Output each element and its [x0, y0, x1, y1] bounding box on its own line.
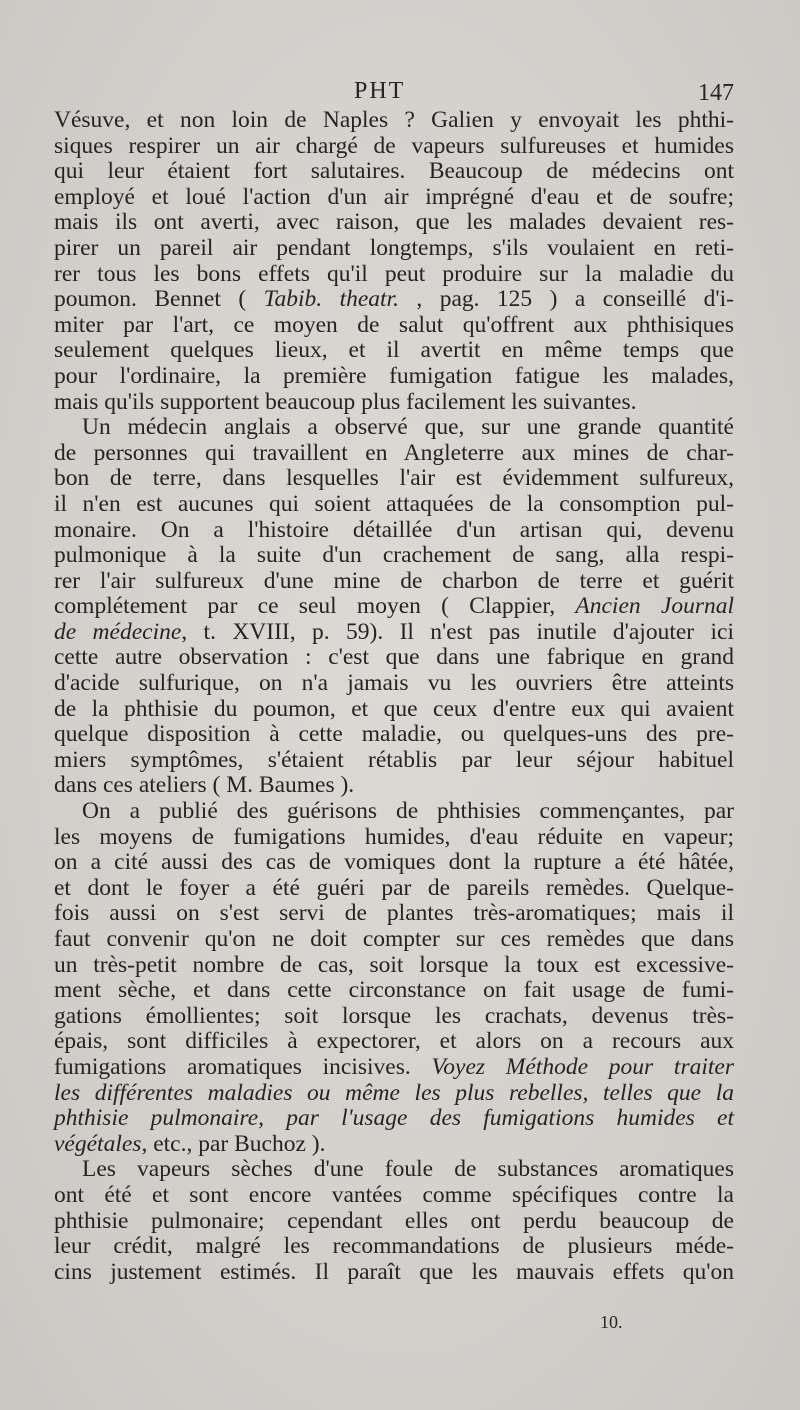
text-line [54, 441, 734, 467]
text-line-content: pirer un pareil air pendant longtemps, s'ils voulaient en reti- [54, 234, 734, 261]
text-line-content: rer l'air sulfureux d'une mine de charbon de terre et guérit [54, 567, 734, 594]
text-line [54, 594, 734, 620]
text-line [54, 978, 734, 1004]
text-line [54, 671, 734, 697]
text-line [54, 1157, 734, 1183]
text-line-content: de la phthisie du poumon, et que ceux d'entre eux qui avaient [54, 695, 734, 722]
text-line-content: quelque disposition à cette maladie, ou quelques-uns des pre- [54, 721, 734, 748]
text-line [54, 518, 734, 544]
body-text [54, 108, 734, 1285]
text-line-italic: les différentes maladies ou même les plus rebelles, telles que la [54, 1079, 734, 1106]
text-line [54, 953, 734, 979]
text-line-content: monaire. On a l'histoire détaillée d'un artisan qui, devenu [54, 516, 734, 543]
text-line-italic: Voyez Méthode pour traiter [431, 1053, 734, 1080]
text-line [54, 722, 734, 748]
text-line-content: bon de terre, dans lesquelles l'air est évidemment sulfureux, [54, 465, 734, 492]
text-line-content: Les vapeurs sèches d'une foule de substances aromatiques [82, 1156, 734, 1183]
text-line-content: il n'en est aucunes qui soient attaquées de la consomption pul- [54, 490, 734, 517]
text-line-roman: , t. XVIII, p. 59). Il n'est pas inutile d'ajouter ici [181, 618, 734, 645]
page-number: 147 [698, 80, 734, 106]
text-line [54, 1029, 734, 1055]
text-line-content: fois aussi on s'est servi de plantes très-aromatiques; mais il [54, 900, 734, 927]
text-line [54, 210, 734, 236]
text-line [54, 620, 734, 646]
text-line-content: cins justement estimés. Il paraît que les mauvais effets qu'on [54, 1258, 734, 1285]
text-line [54, 697, 734, 723]
text-line-roman: , pag. 125 ) a conseillé d'i- [398, 286, 734, 313]
text-line-content: gations émollientes; soit lorsque les crachats, devenus très- [54, 1002, 734, 1029]
text-line-content: cette autre observation : c'est que dans une fabrique en grand [54, 644, 734, 671]
text-line-content: siques respirer un air chargé de vapeurs sulfureuses et humides [54, 132, 734, 159]
text-line-content: leur crédit, malgré les recommandations de plusieurs méde- [54, 1233, 734, 1260]
text-line-content: On a publié des guérisons de phthisies commençantes, par [82, 798, 734, 825]
text-line-content: épais, sont difficiles à expectorer, et alors on a recours aux [54, 1028, 734, 1055]
text-line [54, 927, 734, 953]
text-line [54, 1234, 734, 1260]
text-line-content: phthisie pulmonaire; cependant elles ont perdu beaucoup de [54, 1207, 734, 1234]
text-line [54, 1004, 734, 1030]
text-line [54, 492, 734, 518]
text-line [54, 390, 734, 416]
text-line-content: miter par l'art, ce moyen de salut qu'offrent aux phthisiques [54, 311, 734, 338]
text-line [54, 236, 734, 262]
text-line [54, 1209, 734, 1235]
text-line [54, 185, 734, 211]
text-line-content: pour l'ordinaire, la première fumigation fatigue les malades, [54, 362, 734, 389]
text-line-content: Vésuve, et non loin de Naples ? Galien y envoyait les phthi- [54, 107, 734, 133]
text-line-content: d'acide sulfurique, on n'a jamais vu les ouvriers être atteints [54, 670, 734, 697]
text-line-content: mais qu'ils supportent beaucoup plus facilement les suivantes. [54, 388, 637, 415]
text-line [54, 262, 734, 288]
text-line [54, 876, 734, 902]
text-line-roman: , etc., par Buchoz ). [141, 1130, 326, 1157]
text-line [54, 645, 734, 671]
text-line [54, 748, 734, 774]
text-line [54, 313, 734, 339]
text-line-content: employé et loué l'action d'un air imprégné d'eau et de soufre; [54, 183, 734, 210]
text-line-roman: complétement par ce seul moyen ( Clappier, [54, 593, 576, 620]
text-line [54, 159, 734, 185]
text-line-content: miers symptômes, s'étaient rétablis par leur séjour habituel [54, 746, 734, 773]
text-line-roman: fumigations aromatiques incisives. [54, 1053, 432, 1080]
text-line-content: dans ces ateliers ( M. Baumes ). [54, 772, 355, 799]
text-line [54, 543, 734, 569]
text-line [54, 108, 734, 134]
text-line [54, 1106, 734, 1132]
text-line [54, 287, 734, 313]
text-line [54, 569, 734, 595]
text-line-content: un très-petit nombre de cas, soit lorsque la toux est excessive- [54, 951, 734, 978]
text-line-italic: phthisie pulmonaire, par l'usage des fumigations humides et [54, 1105, 734, 1132]
text-line-content: Un médecin anglais a observé que, sur une grande quantité [82, 414, 734, 441]
text-line [54, 466, 734, 492]
text-line-content: ont été et sont encore vantées comme spécifiques contre la [54, 1181, 734, 1208]
text-line [54, 850, 734, 876]
text-line-content: on a cité aussi des cas de vomiques dont la rupture a été hâtée, [54, 849, 734, 876]
text-line-content: pulmonique à la suite d'un crachement de sang, alla respi- [54, 542, 734, 569]
text-line-content: rer tous les bons effets qu'il peut produire sur la maladie du [54, 260, 734, 287]
text-line [54, 1132, 734, 1158]
text-line [54, 1260, 734, 1286]
text-line-content: de personnes qui travaillent en Angleterre aux mines de char- [54, 439, 734, 466]
text-line [54, 364, 734, 390]
text-line-content: les moyens de fumigations humides, d'eau réduite en vapeur; [54, 823, 734, 850]
text-line-content: ment sèche, et dans cette circonstance on fait usage de fumi- [54, 977, 734, 1004]
signature-mark: 10. [600, 1312, 623, 1332]
text-line-content: mais ils ont averti, avec raison, que les malades devaient res- [54, 209, 734, 236]
text-line [54, 773, 734, 799]
text-line-content: qui leur étaient fort salutaires. Beaucoup de médecins ont [54, 158, 734, 185]
text-line [54, 134, 734, 160]
text-line-content: faut convenir qu'on ne doit compter sur ces remèdes que dans [54, 926, 734, 952]
text-line-italic: de médecine [54, 618, 182, 645]
running-title: PHT [354, 78, 406, 104]
text-line [54, 799, 734, 825]
text-line [54, 901, 734, 927]
text-line [54, 1183, 734, 1209]
text-line-content: et dont le foyer a été guéri par de pareils remèdes. Quelque- [54, 874, 734, 901]
text-line [54, 338, 734, 364]
text-line [54, 415, 734, 441]
text-line-content: seulement quelques lieux, et il avertit en même temps que [54, 337, 734, 364]
text-line-italic: Ancien Journal [575, 593, 734, 620]
text-line [54, 1081, 734, 1107]
text-line [54, 825, 734, 851]
text-line [54, 1055, 734, 1081]
text-line-italic: Tabib. theatr. [263, 286, 399, 313]
text-line-italic: végétales [54, 1130, 142, 1157]
text-line-roman: poumon. Bennet ( [54, 286, 264, 313]
